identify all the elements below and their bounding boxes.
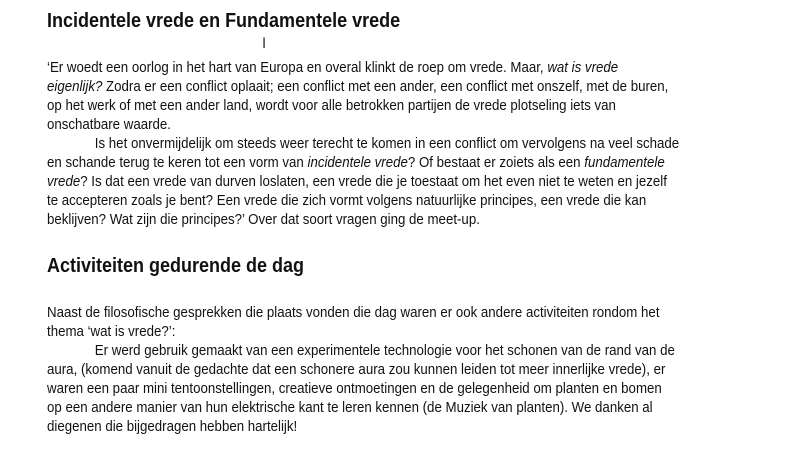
text-line — [47, 77, 679, 96]
text-line — [47, 379, 675, 398]
paragraph-section-2 — [47, 303, 756, 436]
text-line — [47, 58, 679, 77]
text-segment: op een andere manier van hun elektrische kant te leren kennen (de Muziek van planten). We danken al — [47, 399, 653, 416]
text-segment: diegenen die bijgedragen hebben hartelijk! — [47, 418, 298, 435]
heading-activiteiten: Activiteiten gedurende de dag — [47, 255, 305, 277]
text-segment: Naast de filosofische gesprekken die plaats vonden die dag waren er ook andere activiteiten rondom het — [47, 304, 660, 321]
text-line — [47, 172, 679, 191]
text-line — [47, 134, 679, 153]
italic-text: fundamentele — [584, 154, 665, 171]
italic-text: vrede — [47, 173, 81, 190]
text-line — [47, 96, 679, 115]
text-segment: ? Is dat een vrede van durven loslaten, een vrede die je toestaat om het even niet te weten en jezelf — [80, 173, 667, 190]
text-line — [47, 417, 675, 436]
text-line — [47, 153, 679, 172]
italic-text: wat is vrede — [547, 59, 619, 76]
italic-text: eigenlijk? — [47, 78, 103, 95]
text-segment: op het werk of met een ander land, wordt voor alle betrokken partijen de vrede plotseling iets van — [47, 97, 616, 114]
text-segment: Is het onvermijdelijk om steeds weer terecht te komen in een conflict om vervolgens na veel schade — [94, 135, 680, 152]
text-segment: waren een paar mini tentoonstellingen, creatieve ontmoetingen en de gelegenheid om planten en bomen — [47, 380, 662, 397]
text-segment: Zodra er een conflict oplaait; een conflict met een ander, een conflict met onszelf, met de buren, — [102, 78, 669, 95]
text-line — [47, 210, 679, 229]
paragraph-section-1 — [47, 58, 761, 229]
text-cursor-icon: I — [262, 36, 267, 52]
text-segment: ‘Er woedt een oorlog in het hart van Europa en overal klinkt de roep om vrede. Maar, — [47, 59, 548, 76]
text-line — [47, 398, 675, 417]
text-segment: thema ‘wat is vrede?’: — [47, 323, 176, 340]
italic-text: incidentele vrede — [307, 154, 408, 171]
text-segment: Er werd gebruik gemaakt van een experimentele technologie voor het schonen van de rand van de — [94, 342, 675, 359]
text-line — [47, 191, 679, 210]
text-line — [47, 115, 679, 134]
heading-incidentele-vrede: Incidentele vrede en Fundamentele vrede — [47, 10, 401, 32]
text-line — [47, 360, 675, 379]
text-line — [47, 341, 675, 360]
text-segment: ? Of bestaat er zoiets als een — [407, 154, 585, 171]
text-line — [47, 322, 675, 341]
text-line — [47, 303, 675, 322]
text-segment: aura, (komend vanuit de gedachte dat een schonere aura zou kunnen leiden tot meer innerlijke vrede), er — [47, 361, 666, 378]
text-segment: en schande terug te keren tot een vorm van — [47, 154, 308, 171]
text-segment: beklijven? Wat zijn die principes?’ Over dat soort vragen ging de meet-up. — [47, 211, 480, 228]
text-segment: onschatbare waarde. — [47, 116, 171, 133]
text-segment: te accepteren zoals je bent? Een vrede die zich vormt volgens natuurlijke principes, een vrede die kan — [47, 192, 647, 209]
